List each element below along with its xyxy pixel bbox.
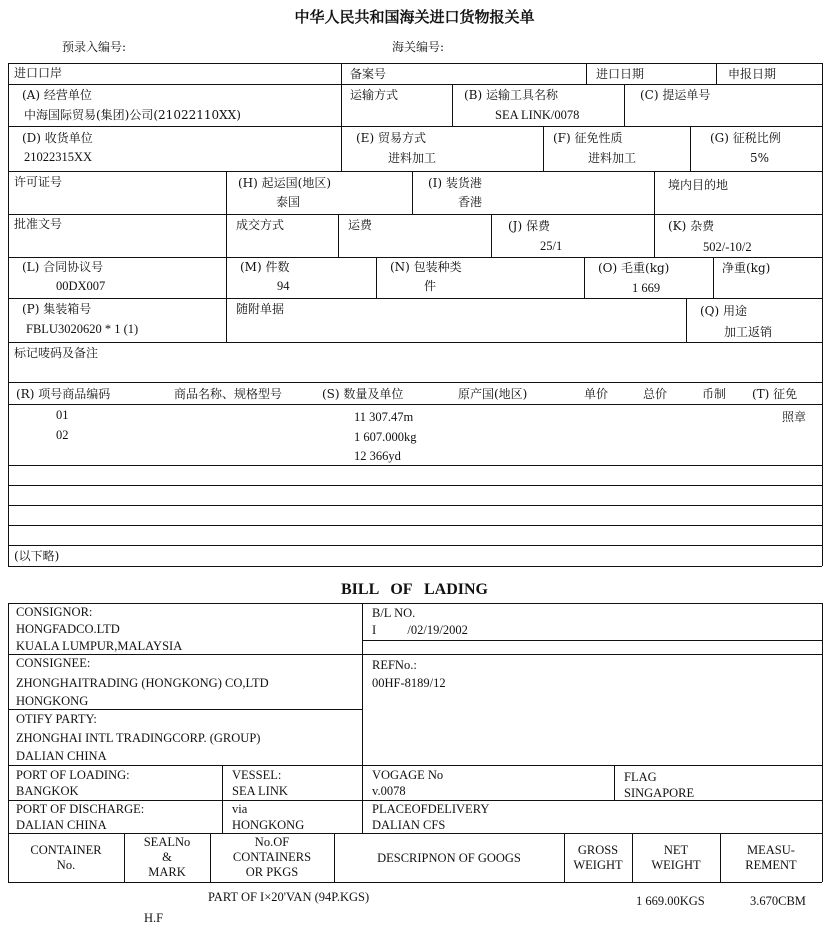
- record-no-label: 备案号: [350, 67, 387, 81]
- package-label: (N) 包装种类: [390, 260, 462, 274]
- package-value: 件: [424, 279, 437, 293]
- declare-date-label: 申报日期: [728, 67, 777, 81]
- goods-row-2-qty: 1 607.000kg: [354, 430, 417, 444]
- shipping-mark: H.F: [144, 911, 164, 925]
- approval-label: 批准文号: [14, 217, 63, 231]
- vehicle-label: (B) 运输工具名称: [464, 88, 558, 102]
- goods-row-3-qty: 12 366yd: [354, 449, 401, 463]
- consignee-label: CONSIGNEE:: [16, 656, 91, 670]
- consignor-line-2: KUALA LUMPUR,MALAYSIA: [16, 639, 183, 653]
- misc-value: 502/-10/2: [703, 240, 752, 254]
- trade-mode-label: (E) 贸易方式: [356, 131, 426, 145]
- consignee-unit-label: (D) 收货单位: [22, 131, 93, 145]
- header-seal-mark: [124, 835, 210, 880]
- port-discharge-label: PORT OF DISCHARGE:: [16, 802, 145, 816]
- goods-row-1-item: 01: [56, 408, 69, 422]
- header-description-line1: DESCRIPNON OF GOOGS: [377, 851, 521, 865]
- notify-party-line-2: DALIAN CHINA: [16, 749, 107, 763]
- trade-mode-value: 进料加工: [388, 151, 437, 165]
- operator-label: (A) 经营单位: [22, 88, 92, 102]
- contract-value: 00DX007: [56, 279, 106, 293]
- via-label: via: [232, 802, 248, 816]
- origin-country-value: 泰国: [276, 195, 301, 209]
- vessel-label: VESSEL:: [232, 768, 282, 782]
- header-seal-line1: SEALNo: [143, 835, 191, 849]
- container-no-label: (P) 集装箱号: [22, 302, 92, 316]
- consignee-line-2: HONGKONG: [16, 694, 89, 708]
- header-gross-line1: GROSS: [577, 843, 619, 857]
- origin-country-label: (H) 起运国(地区): [238, 176, 332, 190]
- delivery-value: DALIAN CFS: [372, 818, 446, 832]
- header-no-of-containers: [210, 835, 334, 880]
- net-weight-value: 1 669.00KGS: [636, 894, 705, 908]
- bol-title: BILL OF LADING: [341, 581, 488, 598]
- gross-weight-value: 1 669: [632, 281, 661, 295]
- loading-port-value: 香港: [458, 195, 483, 209]
- freight-label: 运费: [348, 218, 373, 232]
- port-label: 进口口岸: [14, 66, 63, 80]
- voyage-value: v.0078: [372, 784, 406, 798]
- destination-label: 境内目的地: [668, 178, 729, 192]
- transport-mode-label: 运输方式: [350, 88, 399, 102]
- usage-label: (Q) 用途: [700, 304, 748, 318]
- goods-header-levy: (T) 征免: [752, 387, 798, 401]
- goods-header-total-price: 总价: [643, 387, 668, 401]
- omitted-note: (以下略): [14, 549, 60, 563]
- import-date-label: 进口日期: [596, 67, 645, 81]
- port-discharge-value: DALIAN CHINA: [16, 818, 107, 832]
- flag-value: SINGAPORE: [624, 786, 695, 800]
- insurance-label: (J) 保费: [508, 219, 550, 233]
- header-seal-line3: MARK: [148, 865, 186, 879]
- ref-no-value: 00HF-8189/12: [372, 676, 446, 690]
- vehicle-value: SEA LINK/0078: [495, 108, 580, 122]
- header-pkgs-line2: CONTAINERS: [232, 850, 312, 864]
- header-gross-line2: WEIGHT: [573, 858, 623, 872]
- vessel-value: SEA LINK: [232, 784, 288, 798]
- consignee-line-1: ZHONGHAITRADING (HONGKONG) CO,LTD: [16, 676, 269, 690]
- port-loading-label: PORT OF LOADING:: [16, 768, 130, 782]
- goods-row-1-levy: 照章: [782, 410, 807, 424]
- container-no-value: FBLU3020620 * 1 (1): [26, 322, 139, 336]
- header-container-no-line1: CONTAINER: [30, 843, 102, 857]
- bl-no-label: (C) 提运单号: [640, 88, 711, 102]
- header-net-weight: [632, 843, 720, 873]
- delivery-label: PLACEOFDELIVERY: [372, 802, 490, 816]
- header-container-no-line2: No.: [56, 858, 76, 872]
- voyage-label: VOGAGE No: [372, 768, 444, 782]
- pieces-label: (M) 件数: [240, 260, 290, 274]
- customs-no-label: 海关编号:: [392, 40, 445, 54]
- via-value: HONGKONG: [232, 818, 305, 832]
- header-pkgs-line1: No.OF: [254, 835, 290, 849]
- operator-value: 中海国际贸易(集团)公司(21022110XX): [24, 108, 241, 122]
- levy-nature-value: 进料加工: [588, 151, 637, 165]
- goods-header-item: (R) 项号商品编码: [16, 387, 111, 401]
- tax-rate-label: (G) 征税比例: [710, 131, 781, 145]
- bl-no-label: B/L NO.: [372, 606, 416, 620]
- goods-header-origin: 原产国(地区): [458, 387, 528, 401]
- header-gross-weight: [564, 843, 632, 873]
- goods-header-qty: (S) 数量及单位: [322, 387, 404, 401]
- gross-weight-label: (O) 毛重(kg): [598, 261, 670, 275]
- goods-description: PART OF I×20'VAN (94P.KGS): [208, 890, 370, 904]
- contract-label: (L) 合同协议号: [22, 260, 104, 274]
- deal-mode-label: 成交方式: [236, 218, 285, 232]
- customs-title: 中华人民共和国海关进口货物报关单: [294, 8, 535, 26]
- goods-header-unit-price: 单价: [584, 387, 609, 401]
- docs-label: 随附单据: [236, 302, 285, 316]
- pre-entry-no-label: 预录入编号:: [62, 40, 127, 54]
- goods-header-currency: 币制: [702, 387, 727, 401]
- net-weight-label: 净重(kg): [722, 261, 771, 275]
- insurance-value: 25/1: [540, 239, 563, 253]
- bl-no-value: I /02/19/2002: [372, 623, 468, 637]
- remarks-label: 标记唛码及备注: [14, 346, 99, 360]
- port-loading-value: BANGKOK: [16, 784, 79, 798]
- ref-no-label: REFNo.:: [372, 658, 417, 672]
- measurement-value: 3.670CBM: [750, 894, 806, 908]
- goods-row-1-qty: 11 307.47m: [354, 410, 414, 424]
- header-measure-line1: MEASU-: [747, 843, 795, 857]
- misc-label: (K) 杂费: [668, 219, 715, 233]
- tax-rate-value: 5%: [750, 151, 770, 165]
- goods-row-2-item: 02: [56, 428, 69, 442]
- usage-value: 加工返销: [724, 325, 773, 339]
- notify-party-label: OTIFY PARTY:: [16, 712, 97, 726]
- header-seal-line2: &: [162, 850, 172, 864]
- flag-label: FLAG: [624, 770, 657, 784]
- loading-port-label: (I) 装货港: [428, 176, 482, 190]
- consignor-label: CONSIGNOR:: [16, 605, 93, 619]
- header-description: [334, 851, 564, 866]
- header-net-line2: WEIGHT: [651, 858, 701, 872]
- consignor-line-1: HONGFADCO.LTD: [16, 622, 120, 636]
- goods-header-name: 商品名称、规格型号: [174, 387, 283, 401]
- header-measurement: [720, 843, 822, 873]
- levy-nature-label: (F) 征免性质: [553, 131, 623, 145]
- header-net-line1: NET: [663, 843, 689, 857]
- consignee-unit-value: 21022315XX: [24, 150, 93, 164]
- header-measure-line2: REMENT: [745, 858, 797, 872]
- header-pkgs-line3: OR PKGS: [245, 865, 299, 879]
- license-label: 许可证号: [14, 175, 63, 189]
- pieces-value: 94: [277, 279, 290, 293]
- notify-party-line-1: ZHONGHAI INTL TRADINGCORP. (GROUP): [16, 731, 261, 745]
- header-container-no: [8, 843, 124, 873]
